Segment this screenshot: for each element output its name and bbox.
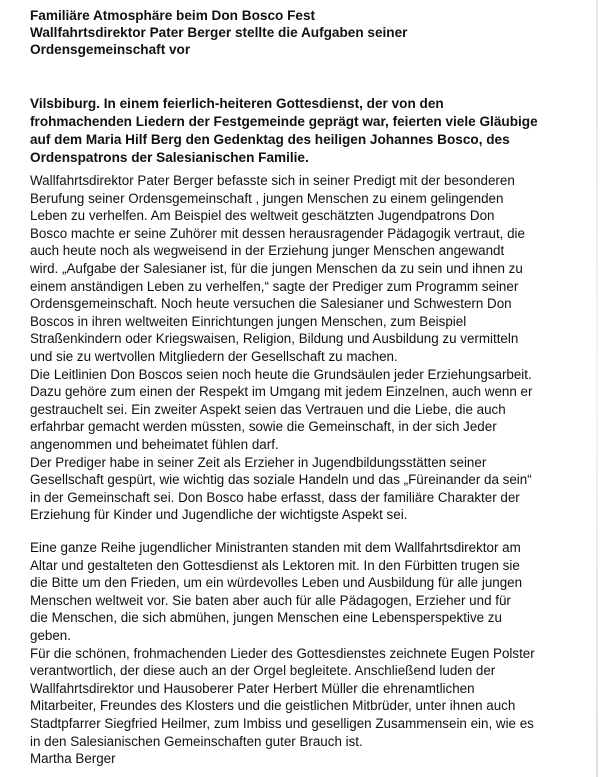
body-text-line: Berufung seiner Ordensgemeinschaft , jungen Menschen zu einem gelingenden: [30, 190, 504, 206]
body-text-line: Dazu gehöre zum einen der Respekt im Umgang mit jedem Einzelnen, auch wenn er: [30, 384, 533, 400]
article-lead: [30, 95, 595, 167]
article-headline: [30, 7, 590, 58]
body-text-line: wird. „Aufgabe der Salesianer ist, für die jungen Menschen da zu sein und ihnen zu: [30, 260, 523, 276]
body-text-line: Martha Berger: [30, 751, 116, 767]
scan-edge-shadow: [596, 0, 598, 777]
article-body-block: [30, 172, 595, 524]
body-text-line: Straßenkindern oder Kriegswaisen, Religion, Bildung und Ausbildung zu vermitteln: [30, 331, 519, 347]
lead-text-line: Vilsbiburg. In einem feierlich-heiteren Gottesdienst, der von den: [30, 96, 444, 111]
body-text-line: Für die schönen, frohmachenden Lieder des Gottesdienstes zeichnete Eugen Polster: [30, 645, 535, 661]
body-text-line: Boscos in ihren weltweiten Einrichtungen jungen Menschen, zum Beispiel: [30, 313, 467, 329]
body-text-line: Eine ganze Reihe jugendlicher Ministranten standen mit dem Wallfahrtsdirektor am: [30, 540, 521, 555]
body-text-line: verantwortlich, der diese auch an der Orgel begleitete. Anschließend luden der: [30, 663, 496, 679]
body-text-line: einem anständigen Leben zu verhelfen,“ sagte der Prediger zum Programm seiner: [30, 278, 519, 294]
body-text-line: erfahrbar gemacht werden müssten, sowie die Gemeinschaft, in der sich Jeder: [30, 419, 497, 435]
body-text-line: in der Gemeinschaft sei. Don Bosco habe erfasst, dass der familiäre Charakter der: [30, 489, 520, 505]
body-text-line: Die Leitlinien Don Boscos seien noch heute die Grundsäulen jeder Erziehungsarbeit.: [30, 366, 532, 382]
body-text-line: die Bitte um den Frieden, um ein würdevolles Leben und Ausbildung für alle jungen: [30, 575, 523, 591]
body-text-line: Altar und gestalteten den Gottesdienst als Lektoren mit. In den Fürbitten trugen sie: [30, 557, 520, 573]
body-text-line: Stadtpfarrer Siegfried Heilmer, zum Imbiss und geselligen Zusammensein ein, wie es: [30, 715, 534, 731]
body-text-line: Ordensgemeinschaft. Noch heute versuchen die Salesianer und Schwestern Don: [30, 296, 512, 312]
body-text-line: Mitarbeiter, Freundes des Klosters und die geistlichen Mitbrüder, unter ihnen auch: [30, 698, 516, 714]
body-text-line: Leben zu verhelfen. Am Beispiel des weltweit geschätzten Jugendpatrons Don: [30, 208, 495, 224]
body-text-line: in den Salesianischen Gemeinschaften guter Brauch ist.: [30, 733, 363, 749]
body-text-line: Erziehung für Kinder und Jugendliche der wichtigste Aspekt sei.: [30, 507, 408, 523]
article-body-block: [30, 539, 595, 768]
body-text-line: Bosco machte er seine Zuhörer mit dessen herausragender Pädagogik vertraut, die: [30, 225, 525, 241]
headline-subtitle-line: Wallfahrtsdirektor Pater Berger stellte die Aufgaben seiner: [30, 25, 408, 40]
body-text-line: geben.: [30, 627, 71, 643]
headline-subtitle-line: Ordensgemeinschaft vor: [30, 42, 191, 57]
lead-text-line: Ordenspatrons der Salesianischen Familie.: [30, 150, 309, 165]
body-text-line: Menschen weltweit vor. Sie baten aber auch für alle Pädagogen, Erzieher und für: [30, 592, 511, 608]
body-text-line: die Menschen, die sich abmühen, jungen Menschen eine Lebensperspektive zu: [30, 610, 502, 626]
body-text-line: und sie zu wertvollen Mitgliedern der Gesellschaft zu machen.: [30, 348, 398, 364]
lead-text-line: frohmachenden Liedern der Festgemeinde geprägt war, feierten viele Gläubige: [30, 114, 538, 129]
body-text-line: Der Prediger habe in seiner Zeit als Erzieher in Jugendbildungsstätten seiner: [30, 454, 487, 470]
body-text-line: Wallfahrtsdirektor und Hausoberer Pater Herbert Müller die ehrenamtlichen: [30, 680, 475, 696]
body-text-line: Wallfahrtsdirektor Pater Berger befasste sich in seiner Predigt mit der besonderen: [30, 173, 515, 188]
body-text-line: auch heute noch als wegweisend in der Erziehung junger Menschen angewandt: [30, 243, 505, 259]
body-text-line: Gesellschaft gespürt, wie wichtig das soziale Handeln und das „Füreinander da sein“: [30, 472, 532, 488]
lead-text-line: auf dem Maria Hilf Berg den Gedenktag des heiligen Johannes Bosco, des: [30, 132, 510, 147]
headline-title: Familiäre Atmosphäre beim Don Bosco Fest: [30, 8, 316, 23]
body-text-line: gestrauchelt sei. Ein zweiter Aspekt seien das Vertrauen und die Liebe, die auch: [30, 401, 506, 417]
body-text-line: angenommen und beheimatet fühlen darf.: [30, 436, 279, 452]
